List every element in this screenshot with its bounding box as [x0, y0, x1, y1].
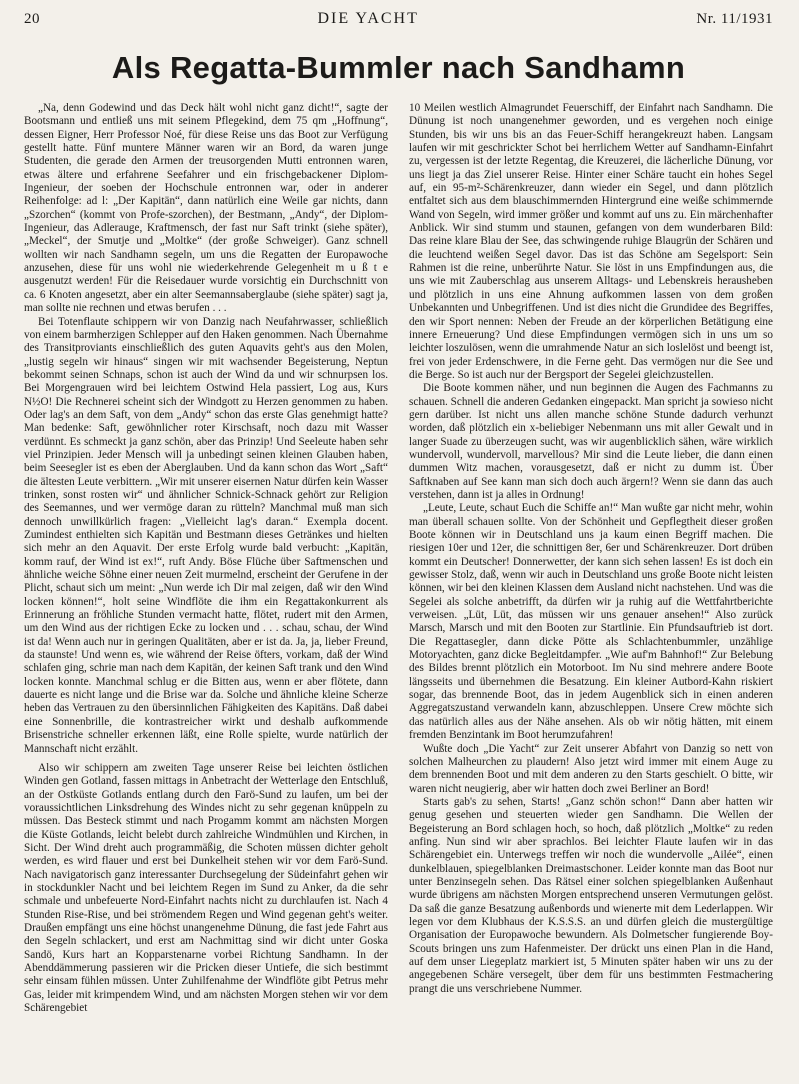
- running-head: [24, 10, 773, 32]
- paragraph: Bei Totenflaute schippern wir von Danzig nach Neufahrwasser, schließlich von einem barmherzigen Schlepper auf den Haken genommen. Nach Übernahme des Transitproviants einschließlich des guten Aquavits geht's aus den Molen, „lustig segeln wir hinaus“ singen wir mit wachsender Begeisterung, Neptun bekommt seinen Schnaps, schon ist auch der Wind da und wir schnurpsen los. Bei Morgengrauen wird bei leichtem Ostwind Hela passiert, Log aus, Kurs N½O! Die Rechnerei scheint sich der Windgott zu Herzen genommen zu haben. Oder lag's an dem Saft, von dem „Andy“ schon das erste Glas genehmigt hatte? Man bedenke: Saft, gewöhnlicher roter Kirschsaft, noch dazu mit Wasser verdünnt. Es schmeckt ja ganz schön, aber das Prinzip! Und Seeleute haben sehr viel Prinzipien. Jeder Mensch will ja unbedingt seinen kleinen Glauben haben, beim Seesegler ist es eben der Aberglauben. Und da kann schon das Wort „Saft“ die ältesten Leute verbittern. „Wir mit unserer eisernen Natur dürfen kein Wasser trinken, sonst rosten wir“ und ähnlicher Schnick-Schnack gehört zur Religion des Seemannes, und wer vermöge daran zu rütteln? Manchmal muß man sich dennoch unwillkürlich fragen: „Vielleicht lag's daran.“ Exempla docent. Zumindest enthielten sich Kapitän und Bestmann dieses Getränkes und hielten sich mehr an den Aquavit. Der erste Erfolg wurde bald verbucht: „Kapitän, komm rauf, der Wind ist ex!“, ruft Andy. Böse Flüche über Saftmenschen und ähnliche weiche Söhne einer neuen Zeit murmelnd, erscheint der Gerufene in der Plicht, schaut sich um meint: „Nun werde ich Dir mal zeigen, daß wir den Wind locken können!“, holt seine Windflöte die ihm ein Regattakonkurrent als Erinnerung an fröhliche Stunden vermacht hatte, flötet, rudert mit den Armen, um den Wind aus der richtigen Ecke zu locken und . . . schau, schau, der Wind ist da! Wenn auch nur in geringen Qualitäten, aber er ist da. Ja, ja, lieber Freund, da staunste! Und wenn es, wie während der Reise öfters, vorkam, daß der Wind schlafen ging, schrie man nach dem Kapitän, der keinen Saft trank und den Wind locken konnte. Manchmal schlug er die Bitten aus, wenn er aber flötete, dann dauerte es nicht lange und die Brise war da. Solche und ähnliche kleine Scherze heben das Vertrauen zu den übersinnlichen Fähigkeiten des Kapitäns. Daß dabei eine Sonnenbrille, die kontrastreicher wirkt und deshalb aufkommende Brisenstriche schneller erkennen läßt, eine Rolle spielte, wurde natürlich der Mannschaft nicht erzählt.: [24, 315, 388, 755]
- paragraph: „Na, denn Godewind und das Deck hält wohl nicht ganz dicht!“, sagte der Bootsmann und entließ uns mit seinem Pflegekind, dem 75 qm „Hoffnung“, dessen Eigner, Herr Professor Noé, für diese Reise uns das Boot zur Verfügung gestellt hatte. Fünf muntere Männer waren wir an Bord, da waren junge Studenten, die gerade den Armen der treusorgenden Mutti entronnen waren, etwas ältere und erfahrene Seefahrer und ein frischgebackener Diplom-Ingenieur, der soeben der Hochschule entronnen war, oder in anderer Reihenfolge: ad l: „Der Kapitän“, dann natürlich eine Weile gar nichts, dann „Szorchen“ (kommt von Profe-szorchen), der Bestmann, „Andy“, der Diplom-Ingenieur, das Adlerauge, Kraftmensch, der fast nur Saft trinkt (siehe später), „Meckel“, der Smutje und „Moltke“ (der große Schweiger). Ganz schnell wollten wir nach Sandhamn segeln, um uns die Regatten der Europawoche anzusehen, diese für uns wohl nie wiederkehrende Gelegenheit m u ß t e ausgenutzt werden! Für die Reisedauer wurde vorsichtig ein Durchschnitt von ca. 6 Knoten angesetzt, aber ein alter Seemannsaberglaube (siehe später) sagt ja, man sollte nie rechnen und etwas berufen . . .: [24, 102, 388, 315]
- paragraph: Starts gab's zu sehen, Starts! „Ganz schön schon!“ Dann aber hatten wir genug gesehen und steuerten wieder gen Sandhamn. Die Wellen der Begeisterung an Bord schlagen hoch, so hoch, daß plötzlich „Moltke“ zu reden anfing. Nun sind wir aber sprachlos. Bei leichter Flaute laufen wir in das Schärengebiet ein. Unterwegs treffen wir noch die wundervolle „Ailée“, einen dunkelblauen, spiegelblanken Dreimastschoner. Leider konnte man das Boot nur unter Benzinsegeln sehen. Das Rätsel einer solchen spiegelblanken Außenhaut wurde übrigens am nächsten Morgen entsprechend unseren Vermutungen gelöst. Da saß die ganze Besatzung außenbords und wienerte mit dem Lederlappen. Wir legen vor dem Klubhaus der K.S.S.S. an und dürfen gleich die mustergültige Organisation der Europawoche bewundern. Als Dolmetscher fungierende Boy-Scouts bringen uns zum Hafenmeister. Der drückt uns einen Plan in die Hand, auf dem unser Liegeplatz markiert ist, 5 Minuten später haben wir uns zu der angegebenen Schäre versegelt, über dem für uns bestimmten Festmachering prangt die uns verschriebene Nummer.: [409, 795, 773, 995]
- paragraph: Wußte doch „Die Yacht“ zur Zeit unserer Abfahrt von Danzig so nett von solchen Malheurchen zu plaudern! Also jetzt wird immer mit einem Auge zu dem brennenden Boot und mit dem anderen zu den Starts geschielt. O bitte, wir waren nicht neugierig, aber wir hatten doch zwei Berliner an Bord!: [409, 742, 773, 795]
- paragraph: Also wir schippern am zweiten Tage unserer Reise bei leichten östlichen Winden gen Gotland, fassen mittags in Anbetracht der Wetterlage den Entschluß, an der Ostküste Gotlands entlang durch den Farö-Sund zu laufen, um bei der voraussichtlichen Linksdrehung des Windes nicht zu sehr gegenan knüppeln zu müssen. Das Besteck stimmt und nach Progamm kommt am nächsten Morgen die Küste Gotlands, leicht belebt durch zahlreiche Windmühlen und Kirchen, in Sicht. Der Wind dreht auch programmäßig, die Schoten müssen dichter geholt werden, es wird flauer und erst bei Dunkelheit stehen wir vor dem Farö-Sund. Nach navigatorisch ganz interessanter Durchsegelung der Südeinfahrt gehen wir in stockdunkler Nacht und bei leichtem Regen im Sund zu Anker, da die sehr schmale und unbefeuerte Nord-Einfahrt nachts nicht zu durchlaufen ist. Nach 4 Stunden Rise-Rise, und bei strömendem Regen und Wind gegenan geht's weiter. Draußen empfängt uns eine höchst unangenehme Dünung, die fast jede Fahrt aus den Segeln schlackert, und erst am Nachmittag sind wir dicht unter Goska Sandö, Kurs hart an Kopparstenarne vorbei Richtung Sandhamn. In der Abenddämmerung passieren wir die Pricken dieser Untiefe, die sich bestimmt sehr einsam fühlen müssen. Unter Zuhilfenahme der Windflöte gibt Petrus mehr Gas, leider mit krimpendem Wind, und am nächsten Morgen stehen wir vor dem Schärengebiet: [24, 761, 388, 1015]
- paragraph: „Leute, Leute, schaut Euch die Schiffe an!“ Man wußte gar nicht mehr, wohin man überall schauen sollte. Von der Schönheit und Gepflegtheit dieser großen Boote können wir in Deutschland uns ja kaum einen Begriff machen. Die riesigen 10er und 12er, die schnittigen 8er, 6er und Schärenkreuzer. Dort drüben kommt ein Deutscher! Donnerwetter, der kann sich sehen lassen! Es ist doch ein gewisser Stolz, daß, wenn wir auch in Deutschland uns große Boote nicht leisten können, wir bei den kleinen Klassen dem Ausland nicht nachstehen. Und was die Segelei als solche anbetrifft, da dürfen wir ja ruhig auf die Wettfahrtberichte verweisen. „Lüt, Lüt, das müssen wir uns genauer ansehen!“ Also zurück Marsch, Marsch und mit den Booten zur Startlinie. Ein Pfundsauftrieb ist dort. Die Regattasegler, dann dicke Pötte als Schlachtenbummler, unzählige Motoryachten, ganz dicke Begleitdampfer. „Wie auf'm Bahnhof!“ Zur Belebung des Bildes brennt plötzlich ein Motorboot. Im Nu sind mehrere andere Boote längsseits und übernehmen die Besatzung. Ein kleiner Autbord-Kahn riskiert sogar, das brennende Boot, das in jedem Augenblick sich in einen anderen Aggregatszustand verwandeln kann, abzuschleppen. Unsere Crew möchte sich das natürlich alles aus der Nähe ansehen. Als ob wir nötig hätten, mit einem fremden Benzintank im Boot herumzufahren!: [409, 502, 773, 742]
- right-column: [409, 102, 773, 1015]
- magazine-title: DIE YACHT: [317, 10, 419, 27]
- article-title: Als Regatta-Bummler nach Sandhamn: [111, 50, 686, 85]
- issue-number: Nr. 11/1931: [696, 11, 773, 27]
- paragraph: Die Boote kommen näher, und nun beginnen die Augen des Fachmanns zu schauen. Schnell die anderen Gedanken eingepackt. Man spricht ja sowieso nicht gern darüber. Ist nicht uns allen manche schöne Stunde dadurch verhunzt worden, daß plötzlich ein x-beliebiger Nebenmann uns mit aller Gewalt und in langer Suade zu überzeugen sucht, was wir augenblicklich sähen, wäre wirklich wundervoll, wundervoll, marvellous? Mir sind die Leute lieber, die dann einen dummen Witz machen, vorausgesetzt, daß er nicht zu dumm ist. Über Saftknaben auf See kann man sich doch auch ärgern!? Wenn sie dann das auch verstehen, dann ist ja alles in Ordnung!: [409, 382, 773, 501]
- left-column: [24, 102, 388, 1015]
- paragraph: 10 Meilen westlich Almagrundet Feuerschiff, der Einfahrt nach Sandhamn. Die Dünung ist noch unangenehmer geworden, und es vergehen noch einige Stunden, bis wir uns bis an das Feuer-Schiff herangekreuzt haben. Langsam laufen wir mit geschrickter Schot bei herrlichem Wetter auf Sandhamn-Einfahrt zu, vergessen ist der letzte Regentag, die Kreuzerei, die lächerliche Dünung, vor uns liegt ja das Ziel unserer Reise. Hinter einer Schäre taucht ein hohes Segel auf, ein 95-m²-Schärenkreuzer, dann wieder ein Segel, und dann plötzlich entfaltet sich aus dem blauschimmernden Hintergrund eine weiße schimmernde Wand von Segeln, wird immer größer und kommt auf uns zu. Ein märchenhafter Anblick. Wir sind stumm und staunen, gefangen von dem wunderbaren Bild: Das reine klare Blau der See, das schwingende ruhige Blaugrün der Schären und die leuchtend weißen Segel davor. Das ist das Schöne am Segelsport: Sein Rahmen ist die reine, unberührte Natur. Sie löst in uns Empfindungen aus, die uns wie mit Zauberschlag aus unserem Alltags- und Lebenskreis herausheben und plötzlich in uns eine Ahnung aufkommen lassen von dem großen Unbekannten und Unbegriffenen. Und ist dies nicht die Grundidee des Begriffes, den wir Sport nennen: Neben der Freude an der körperlichen Betätigung eine innere Erneuerung? Und diese Empfindungen vermögen sich in uns um so leichter loszulösen, wenn die umrahmende Natur an sich loslelöst und beengt ist, frei von jeder Erdenschwere, in die Ferne geht. Das vermögen nur die See und die Berge. So ist auch nur der Bergsport der Segelei gleichzustellen.: [409, 102, 773, 381]
- page-number: 20: [24, 11, 40, 27]
- article-body: [24, 102, 773, 1015]
